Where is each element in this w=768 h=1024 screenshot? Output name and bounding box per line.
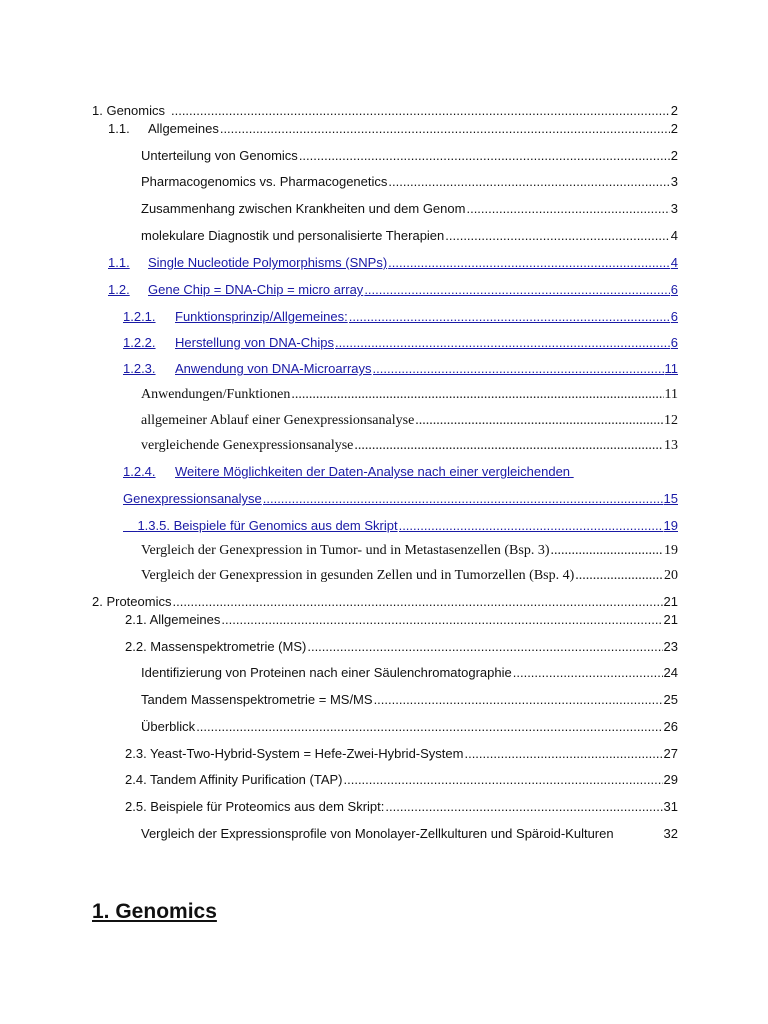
toc-entry-yeast-two-hybrid [125, 745, 678, 763]
toc-entry-page: 21 [663, 612, 678, 627]
toc-entry-title: Tandem Massenspektrometrie = MS/MS [141, 692, 373, 707]
section-heading: 1. Genomics [92, 900, 217, 923]
toc-entry-tap [125, 771, 678, 789]
toc-link-genexpressionsanalyse[interactable] [123, 490, 678, 508]
toc-entry-page: 4 [670, 255, 678, 270]
toc-entry-title: Single Nucleotide Polymorphisms (SNPs) [148, 255, 388, 270]
toc-entry-page: 3 [670, 201, 678, 216]
toc-entry-number: 1.2.4. [123, 464, 156, 479]
toc-entry-genomics [92, 102, 678, 120]
toc-entry-page: 6 [670, 335, 678, 350]
toc-entry-proteomics [92, 593, 678, 611]
toc-entry-title: Vergleich der Genexpression in Tumor- und in Metastasenzellen (Bsp. 3) [141, 543, 550, 558]
toc-entry-pharmacogenomics [141, 173, 678, 191]
toc-entry-title: Vergleich der Expressionsprofile von Monolayer-Zellkulturen und Späroid-Kulturen [141, 826, 614, 841]
toc-entry-title: Anwendung von DNA-Microarrays [175, 361, 372, 376]
toc-entry-title: 2.4. Tandem Affinity Purification (TAP) [125, 772, 343, 787]
toc-entry-number: 1.2.1. [123, 309, 156, 324]
toc-entry-title: 2.1. Allgemeines [125, 612, 221, 627]
toc-entry-title: vergleichende Genexpressionsanalyse [141, 438, 354, 453]
toc-entry-page: 15 [663, 491, 678, 506]
toc-entry-title: 1.3.5. Beispiele für Genomics aus dem Skript [137, 518, 398, 533]
toc-entry-molekulare-diagnostik [141, 227, 678, 245]
toc-entry-title: Vergleich der Genexpression in gesunden Zellen und in Tumorzellen (Bsp. 4) [141, 568, 575, 583]
toc-link-gene-chip[interactable] [108, 281, 678, 299]
toc-entry-unterteilung [141, 147, 678, 165]
toc-entry-title: allgemeiner Ablauf einer Genexpressionsanalyse [141, 413, 415, 428]
toc-entry-title: Weitere Möglichkeiten der Daten-Analyse nach einer vergleichenden [175, 464, 571, 479]
toc-entry-page: 11 [664, 387, 678, 402]
toc-entry-title: 2.3. Yeast-Two-Hybrid-System = Hefe-Zwei-Hybrid-System [125, 746, 464, 761]
toc-link-snps[interactable] [108, 254, 678, 272]
toc-entry-beispiele-proteomics [125, 798, 678, 816]
toc-link-herstellung[interactable] [123, 334, 678, 352]
toc-entry-title: Herstellung von DNA-Chips [175, 335, 334, 350]
toc-entry-title: Funktionsprinzip/Allgemeines: [175, 309, 348, 324]
toc-entry-page: 4 [670, 228, 678, 243]
toc-entry-title: Anwendungen/Funktionen [141, 387, 291, 402]
toc-entry-tandem-ms [141, 691, 678, 709]
toc-entry-title: molekulare Diagnostik und personalisierte Therapien [141, 228, 445, 243]
toc-entry-vergleichende-analyse [141, 437, 678, 455]
toc-entry-title: Gene Chip = DNA-Chip = micro array [148, 282, 364, 297]
toc-entry-page: 3 [670, 174, 678, 189]
toc-entry-page: 2 [670, 148, 678, 163]
toc-entry-zusammenhang [141, 200, 678, 218]
toc-entry-page: 23 [663, 639, 678, 654]
toc-link-beispiele-genomics[interactable] [123, 517, 678, 535]
toc-entry-vergleich-tumor-metastasen [141, 542, 678, 560]
toc-entry-page: 27 [663, 746, 678, 761]
toc-entry-page: 11 [664, 361, 678, 376]
toc-entry-proteomics-allgemeines [125, 611, 678, 629]
toc-entry-allgemeines [108, 120, 678, 138]
toc-entry-title: Unterteilung von Genomics [141, 148, 298, 163]
toc-entry-page: 32 [663, 826, 678, 841]
toc-entry-number: 1.2. [108, 282, 130, 297]
toc-entry-title: 1. Genomics [92, 103, 165, 118]
toc-entry-ueberblick [141, 718, 678, 736]
toc-entry-anwendungen-funktionen [141, 386, 678, 404]
toc-entry-number: 1.2.2. [123, 335, 156, 350]
toc-entry-page: 21 [663, 594, 678, 609]
toc-entry-title: 2. Proteomics [92, 594, 172, 609]
toc-entry-page: 12 [664, 413, 678, 428]
toc-entry-title: 2.2. Massenspektrometrie (MS) [125, 639, 307, 654]
toc-entry-title: Identifizierung von Proteinen nach einer Säulenchromatographie [141, 665, 512, 680]
toc-entry-title: Zusammenhang zwischen Krankheiten und dem Genom [141, 201, 466, 216]
toc-entry-vergleich-gesund-tumor [141, 567, 678, 585]
toc-entry-page: 31 [663, 799, 678, 814]
toc-link-anwendung-microarrays[interactable] [123, 360, 678, 378]
toc-link-weitere-moeglichkeiten[interactable] [123, 463, 574, 481]
toc-entry-massenspektrometrie [125, 638, 678, 656]
toc-entry-number: 1.2.3. [123, 361, 156, 376]
toc-entry-expressionsprofile [141, 825, 678, 843]
toc-entry-page: 2 [670, 103, 678, 118]
toc-entry-page: 29 [663, 772, 678, 787]
toc-entry-page: 2 [670, 121, 678, 136]
toc-link-funktionsprinzip[interactable] [123, 308, 678, 326]
toc-entry-number: 1.1. [108, 255, 130, 270]
toc-entry-title: Überblick [141, 719, 196, 734]
toc-entry-title: Genexpressionsanalyse [123, 491, 262, 506]
toc-entry-page: 6 [670, 309, 678, 324]
toc-entry-identifizierung [141, 664, 678, 682]
toc-entry-title: Allgemeines [148, 121, 219, 136]
toc-entry-title: 2.5. Beispiele für Proteomics aus dem Skript: [125, 799, 385, 814]
toc-entry-page: 24 [663, 665, 678, 680]
toc-entry-page: 25 [663, 692, 678, 707]
toc-entry-page: 19 [664, 543, 678, 558]
toc-entry-title: Pharmacogenomics vs. Pharmacogenetics [141, 174, 388, 189]
toc-entry-page: 19 [663, 518, 678, 533]
toc-entry-page: 13 [664, 438, 678, 453]
toc-entry-page: 6 [670, 282, 678, 297]
toc-entry-number: 1.1. [108, 121, 130, 136]
toc-entry-page: 26 [663, 719, 678, 734]
toc-entry-allgemeiner-ablauf [141, 412, 678, 430]
toc-entry-page: 20 [664, 568, 678, 583]
